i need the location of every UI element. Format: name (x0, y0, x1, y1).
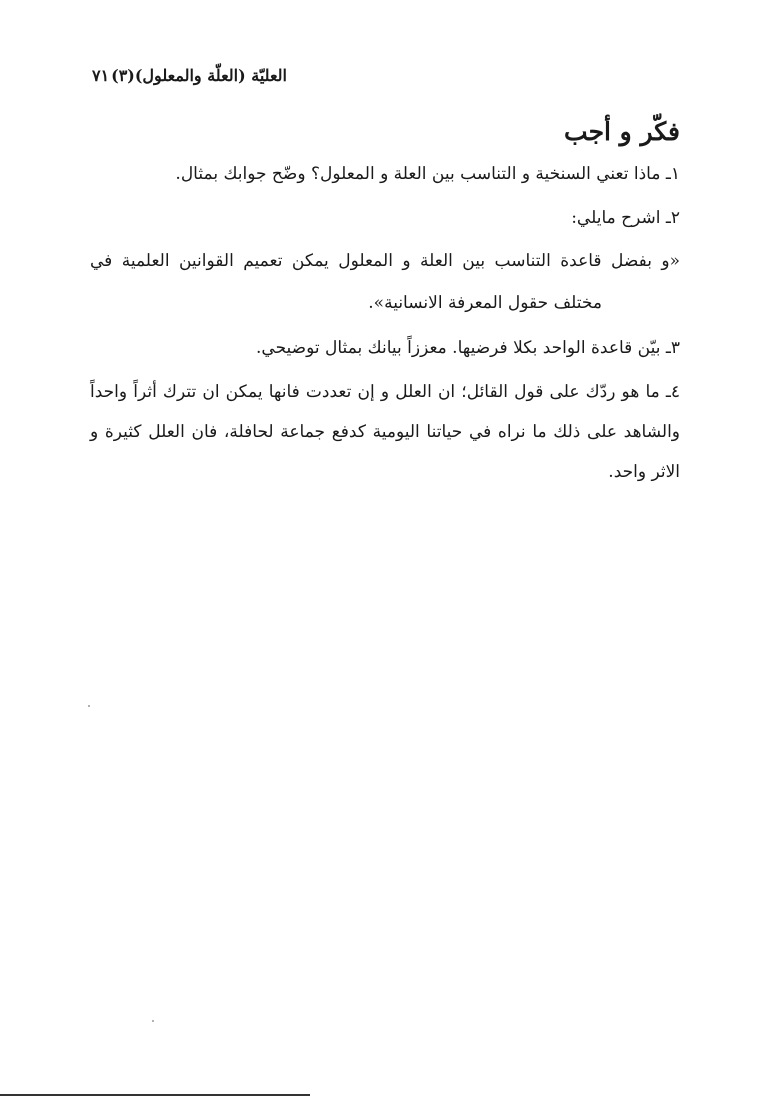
quote-line-1: «و بفضل قاعدة التناسب بين العلة و المعلول يمكن تعميم القوانين العلمية في (90, 251, 680, 271)
question-2-text: ٢ـ اشرح مايلي: (571, 208, 680, 228)
question-3 (90, 328, 680, 368)
question-1-text: ١ـ ماذا تعني السنخية و التناسب بين العلة و المعلول؟ وضّح جوابك بمثال. (175, 164, 680, 184)
quote-line-2: مختلف حقول المعرفة الانسانية». (368, 293, 602, 313)
question-4 (90, 372, 680, 492)
question-1 (90, 154, 680, 194)
scan-speck (88, 705, 90, 707)
question-4-line-3: الاثر واحد. (608, 462, 680, 482)
running-header (92, 62, 287, 88)
question-2-quote (90, 240, 680, 324)
question-2 (90, 198, 680, 238)
exercise-section (90, 112, 680, 496)
running-title: العليّة (العلّة والمعلول)(٣) (111, 65, 287, 85)
question-4-line-2: والشاهد على ذلك ما نراه في حياتنا اليومية كدفع جماعة لحافلة، فان العلل كثيرة و (90, 422, 680, 442)
page-number: ٧١ (92, 65, 110, 85)
question-4-line-1: ٤ـ ما هو ردّك على قول القائل؛ ان العلل و إن تعددت فانها يمكن ان تترك أثراً واحداً (90, 382, 680, 402)
footer-rule (0, 1094, 310, 1096)
section-title: فكّر و أجب (564, 117, 680, 146)
scan-speck (152, 1020, 154, 1022)
question-3-text: ٣ـ بيّن قاعدة الواحد بكلا فرضيها. معززاً بيانك بمثال توضيحي. (256, 338, 680, 358)
